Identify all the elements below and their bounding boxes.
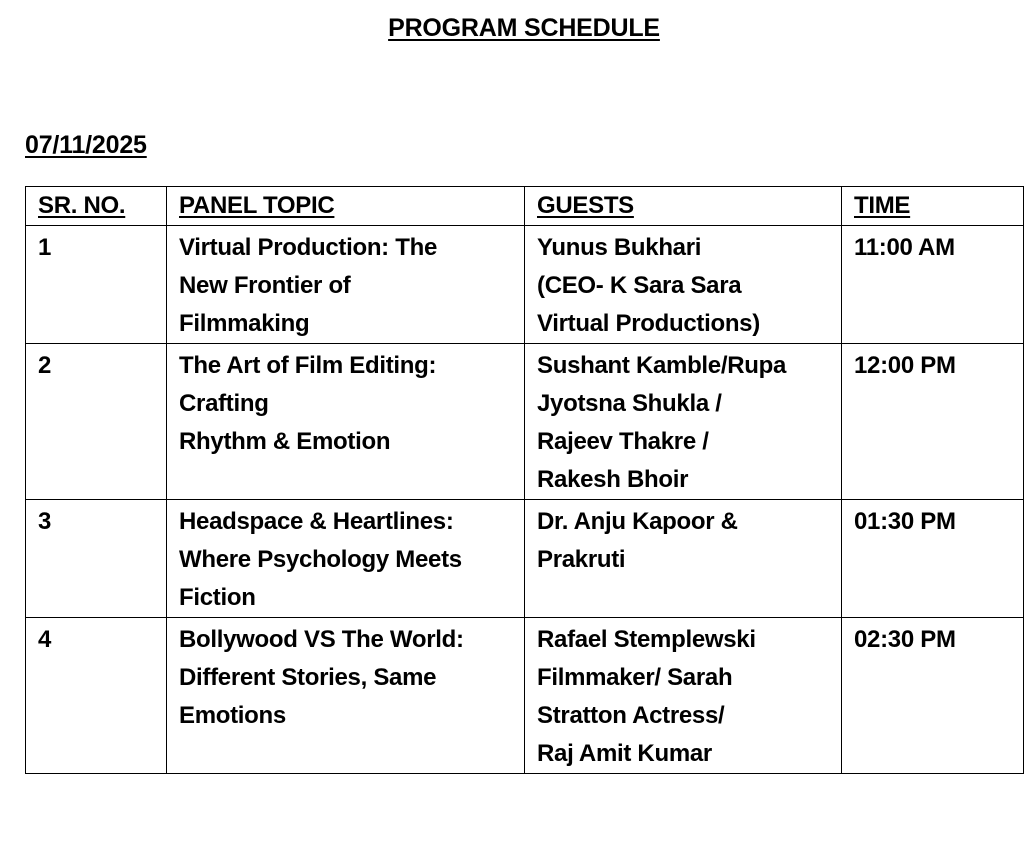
guest-line: Virtual Productions) [537,310,760,337]
guest-line: Yunus Bukhari [537,234,702,261]
time-cell: 01:30 PM [842,500,1024,618]
guest-line: Raj Amit Kumar [537,740,712,767]
page-title: PROGRAM SCHEDULE [388,14,660,42]
guests-cell [525,500,842,618]
guest-line: Prakruti [537,546,626,573]
header-guests: GUESTS [525,187,842,226]
guest-line: Sushant Kamble/Rupa [537,352,787,379]
panel-topic-cell [167,344,525,500]
topic-line: Virtual Production: The [179,234,438,261]
guests-cell [525,344,842,500]
topic-line: Filmmaking [179,310,310,337]
topic-line: Bollywood VS The World: [179,626,464,653]
topic-line: New Frontier of [179,272,351,299]
sr-no-cell: 1 [26,226,167,344]
table-row [26,344,1024,500]
sr-no-cell: 2 [26,344,167,500]
panel-topic-cell [167,618,525,774]
guest-line: Stratton Actress/ [537,702,725,729]
time-cell: 02:30 PM [842,618,1024,774]
topic-line: Fiction [179,584,256,611]
topic-line: Headspace & Heartlines: [179,508,454,535]
panel-topic-cell [167,226,525,344]
header-time: TIME [842,187,1024,226]
guest-line: (CEO- K Sara Sara [537,272,742,299]
schedule-date: 07/11/2025 [25,131,147,159]
table-header-row [26,187,1024,226]
table-row [26,618,1024,774]
table-row [26,500,1024,618]
time-cell: 12:00 PM [842,344,1024,500]
guest-line: Rafael Stemplewski [537,626,756,653]
guest-line: Rajeev Thakre / [537,428,709,455]
table-row [26,226,1024,344]
time-cell: 11:00 AM [842,226,1024,344]
guests-cell [525,226,842,344]
topic-line: Crafting [179,390,269,417]
guest-line: Filmmaker/ Sarah [537,664,733,691]
guest-line: Jyotsna Shukla / [537,390,722,417]
guest-line: Rakesh Bhoir [537,466,689,493]
guest-line: Dr. Anju Kapoor & [537,508,738,535]
topic-line: Emotions [179,702,286,729]
guests-cell [525,618,842,774]
topic-line: Rhythm & Emotion [179,428,391,455]
sr-no-cell: 4 [26,618,167,774]
topic-line: The Art of Film Editing: [179,352,437,379]
header-sr-no: SR. NO. [26,187,167,226]
topic-line: Different Stories, Same [179,664,437,691]
header-panel-topic: PANEL TOPIC [167,187,525,226]
topic-line: Where Psychology Meets [179,546,462,573]
schedule-table [25,186,1024,774]
panel-topic-cell [167,500,525,618]
sr-no-cell: 3 [26,500,167,618]
